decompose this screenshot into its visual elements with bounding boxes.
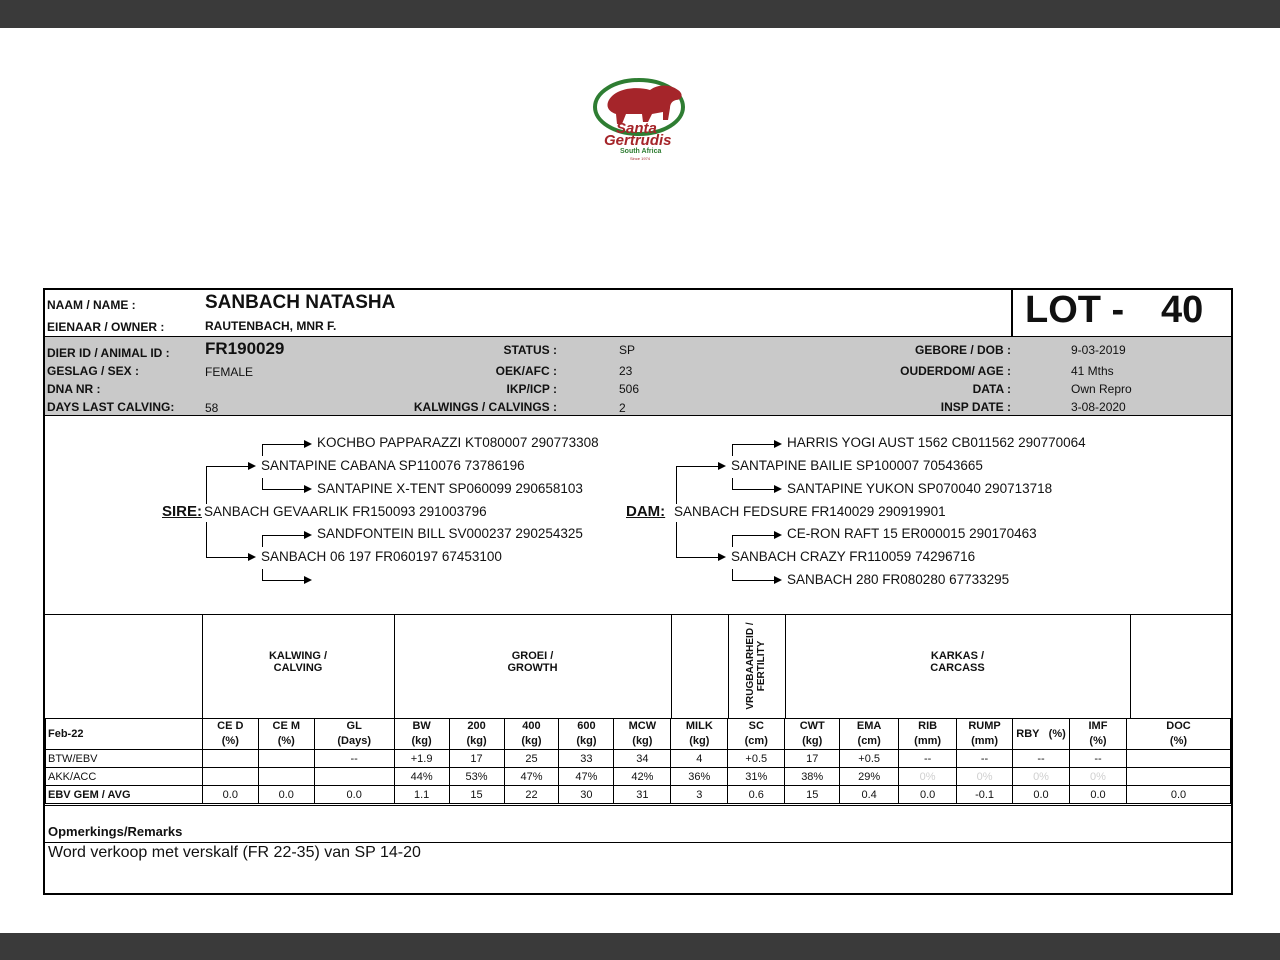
cell: -0.1	[957, 786, 1013, 804]
cell: 53%	[449, 768, 504, 786]
growth-group-line2: GROWTH	[507, 662, 558, 674]
col-header	[1013, 719, 1070, 750]
calving-group-line2: CALVING	[273, 662, 323, 674]
cell: 31%	[728, 768, 785, 786]
col-name: GL	[346, 720, 362, 732]
sire: SANBACH GEVAARLIK FR150093 291003796	[204, 504, 487, 519]
fertility-group-line1: VRUGBAARHEID /	[745, 622, 756, 710]
cell: 22	[504, 786, 559, 804]
col-unit: (mm)	[971, 735, 998, 747]
col-unit: (%)	[1048, 728, 1066, 740]
logo-text-country: South Africa	[620, 148, 662, 155]
cell: 0.6	[728, 786, 785, 804]
days-label: DAYS LAST CALVING:	[47, 400, 175, 414]
ebv-period: Feb-22	[46, 719, 203, 750]
table-row	[46, 786, 1231, 804]
cell: 0.0	[1013, 786, 1070, 804]
icp-value: 506	[619, 382, 640, 396]
col-header	[785, 719, 840, 750]
col-name: EMA	[856, 720, 882, 732]
col-unit: (kg)	[411, 735, 432, 747]
col-unit: (%)	[221, 735, 239, 747]
cell: 30	[559, 786, 614, 804]
cell: 38%	[785, 768, 840, 786]
col-unit: (kg)	[466, 735, 487, 747]
sire-dam-sire: SANDFONTEIN BILL SV000237 290254325	[317, 526, 583, 541]
cell: +0.5	[840, 750, 899, 768]
fertility-group	[728, 614, 785, 718]
dna-label: DNA NR :	[47, 382, 101, 396]
cell: +0.5	[728, 750, 785, 768]
cell: 0.0	[1126, 786, 1230, 804]
col-header	[671, 719, 728, 750]
col-name: CE M	[272, 720, 300, 732]
col-unit: (cm)	[857, 735, 881, 747]
col-header	[449, 719, 504, 750]
col-name: RBY	[1016, 728, 1040, 740]
col-name: 200	[467, 720, 486, 732]
col-header	[314, 719, 394, 750]
carcass-group-line1: KARKAS /	[930, 650, 985, 662]
col-name: MILK	[685, 720, 713, 732]
dam-dam-sire: CE-RON RAFT 15 ER000015 290170463	[787, 526, 1037, 541]
remarks-text: Word verkoop met verskalf (FR 22-35) van SP 14-20	[48, 844, 421, 861]
col-header	[504, 719, 559, 750]
age-value: 41 Mths	[1071, 364, 1114, 378]
cell: 29%	[840, 768, 899, 786]
col-unit: (%)	[1169, 735, 1188, 747]
col-unit: (kg)	[521, 735, 542, 747]
insp-label: INSP DATE :	[940, 400, 1011, 414]
row-label: AKK/ACC	[46, 768, 203, 786]
sire-sire-sire: KOCHBO PAPPARAZZI KT080007 290773308	[317, 435, 599, 450]
col-unit: (%)	[277, 735, 295, 747]
cell: 44%	[394, 768, 449, 786]
cell	[258, 768, 314, 786]
owner-value: RAUTENBACH, MNR F.	[205, 319, 337, 333]
col-header	[559, 719, 614, 750]
cell: 0.0	[202, 786, 258, 804]
col-name: CWT	[799, 720, 825, 732]
cell: --	[1070, 750, 1127, 768]
afc-value: 23	[619, 364, 633, 378]
data-label: DATA :	[972, 382, 1011, 396]
calving-group	[202, 650, 394, 674]
table-row	[46, 750, 1231, 768]
status-label: STATUS :	[503, 343, 557, 357]
cell: 0.0	[1070, 786, 1127, 804]
col-name: MCW	[628, 720, 657, 732]
animal-id-label: DIER ID / ANIMAL ID :	[47, 346, 170, 360]
name-label: NAAM / NAME :	[47, 298, 136, 312]
details-band	[45, 336, 1231, 416]
cell: --	[957, 750, 1013, 768]
col-header	[899, 719, 957, 750]
dob-label: GEBORE / DOB :	[914, 343, 1011, 357]
cell: 47%	[559, 768, 614, 786]
col-header	[840, 719, 899, 750]
col-unit: (mm)	[914, 735, 942, 747]
cell	[1126, 768, 1230, 786]
animal-id-value: FR190029	[205, 339, 285, 358]
cell	[202, 750, 258, 768]
dam-sire-dam: SANTAPINE YUKON SP070040 290713718	[787, 481, 1053, 496]
cell: --	[314, 750, 394, 768]
cell: 47%	[504, 768, 559, 786]
dam-sire: SANTAPINE BAILIE SP100007 70543665	[731, 458, 983, 473]
cell: 0.0	[314, 786, 394, 804]
col-header	[728, 719, 785, 750]
cell: 0.4	[840, 786, 899, 804]
col-name: 600	[577, 720, 596, 732]
cell: 3	[671, 786, 728, 804]
dam: SANBACH FEDSURE FR140029 290919901	[674, 504, 946, 519]
cell: 25	[504, 750, 559, 768]
cell: 0.0	[899, 786, 957, 804]
lot-box	[1011, 290, 1233, 336]
col-name: CE D	[217, 720, 244, 732]
col-unit: (kg)	[802, 735, 823, 747]
cell: 42%	[614, 768, 671, 786]
dam-dam: SANBACH CRAZY FR110059 74296716	[731, 549, 976, 564]
ebv-table	[45, 718, 1231, 804]
owner-label: EIENAAR / OWNER :	[47, 320, 165, 334]
top-bar	[0, 0, 1280, 28]
cell: 34	[614, 750, 671, 768]
dob-value: 9-03-2019	[1071, 343, 1126, 357]
growth-group-line1: GROEI /	[511, 650, 554, 662]
afc-label: OEK/AFC :	[495, 364, 557, 378]
cell: 0%	[1013, 768, 1070, 786]
lot-label: LOT -	[1025, 289, 1125, 331]
sire-label: SIRE:	[162, 503, 203, 520]
col-header	[1070, 719, 1127, 750]
row-label: BTW/EBV	[46, 750, 203, 768]
col-name: DOC	[1166, 720, 1191, 732]
sex-value: FEMALE	[205, 365, 254, 379]
cell: 15	[449, 786, 504, 804]
remarks-label: Opmerkings/Remarks	[48, 824, 183, 839]
col-header	[202, 719, 258, 750]
col-name: SC	[748, 720, 764, 732]
cell: --	[1013, 750, 1070, 768]
row-label: EBV GEM / AVG	[46, 786, 203, 804]
data-value: Own Repro	[1071, 382, 1132, 396]
age-label: OUDERDOM/ AGE :	[900, 364, 1011, 378]
calvings-value: 2	[619, 401, 626, 415]
cell: 0%	[899, 768, 957, 786]
lot-card	[43, 288, 1233, 895]
cell: --	[899, 750, 957, 768]
status-value: SP	[619, 343, 636, 357]
insp-value: 3-08-2020	[1071, 400, 1126, 414]
dam-label: DAM:	[626, 503, 666, 520]
cell	[258, 750, 314, 768]
dam-sire-sire: HARRIS YOGI AUST 1562 CB011562 290770064	[787, 435, 1086, 450]
col-unit: (Days)	[337, 735, 371, 747]
bottom-bar	[0, 933, 1280, 960]
cell: 31	[614, 786, 671, 804]
cell	[314, 768, 394, 786]
cell	[202, 768, 258, 786]
carcass-group-line2: CARCASS	[930, 662, 985, 674]
col-header	[614, 719, 671, 750]
logo-text-since: Since 1974	[630, 156, 651, 161]
cell: 17	[785, 750, 840, 768]
fertility-group-line2: FERTILITY	[756, 640, 767, 692]
cell: 4	[671, 750, 728, 768]
cell: 33	[559, 750, 614, 768]
cell	[1126, 750, 1230, 768]
carcass-group	[785, 650, 1130, 674]
cell: 15	[785, 786, 840, 804]
lot-number: 40	[1161, 289, 1204, 331]
col-name: IMF	[1088, 720, 1108, 732]
sex-label: GESLAG / SEX :	[47, 364, 140, 378]
col-name: BW	[412, 720, 431, 732]
logo-text-gertrudis: Gertrudis	[604, 132, 672, 149]
col-header	[258, 719, 314, 750]
calvings-label: KALWINGS / CALVINGS :	[413, 400, 557, 414]
col-unit: (%)	[1089, 735, 1107, 747]
cell: 0%	[1070, 768, 1127, 786]
cell: 36%	[671, 768, 728, 786]
calving-group-line1: KALWING /	[268, 650, 328, 662]
dam-dam-dam: SANBACH 280 FR080280 67733295	[787, 572, 1010, 587]
cell: 0.0	[258, 786, 314, 804]
table-row	[46, 768, 1231, 786]
santa-gertrudis-logo	[592, 74, 688, 162]
col-name: RUMP	[968, 720, 1001, 732]
logo-text-santa: Santa	[616, 120, 657, 137]
sire-dam: SANBACH 06 197 FR060197 67453100	[261, 549, 502, 564]
cell: 0%	[957, 768, 1013, 786]
sire-sire: SANTAPINE CABANA SP110076 73786196	[261, 458, 525, 473]
col-unit: (cm)	[744, 735, 768, 747]
col-unit: (kg)	[689, 735, 710, 747]
col-name: 400	[522, 720, 541, 732]
animal-name: SANBACH NATASHA	[205, 292, 396, 313]
cell: +1.9	[394, 750, 449, 768]
icp-label: IKP/ICP :	[506, 382, 557, 396]
col-unit: (kg)	[576, 735, 597, 747]
col-header	[394, 719, 449, 750]
col-name: RIB	[918, 720, 938, 732]
col-unit: (kg)	[632, 735, 653, 747]
ebv-header-row	[46, 719, 1231, 750]
sire-sire-dam: SANTAPINE X-TENT SP060099 290658103	[317, 481, 583, 496]
cell: 17	[449, 750, 504, 768]
col-header	[1126, 719, 1230, 750]
growth-group	[394, 650, 671, 674]
days-value: 58	[205, 401, 219, 415]
col-header	[957, 719, 1013, 750]
cell: 1.1	[394, 786, 449, 804]
